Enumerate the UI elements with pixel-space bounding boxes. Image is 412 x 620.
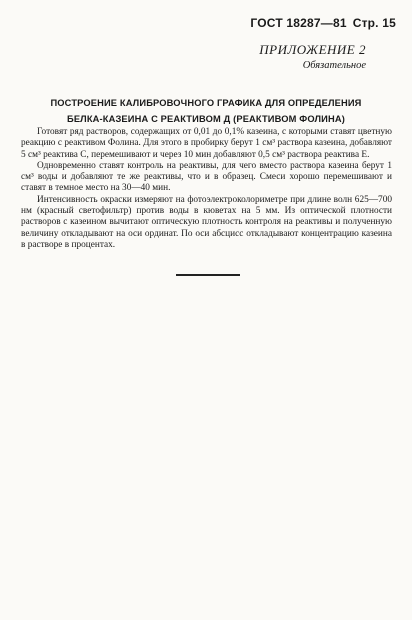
section-heading bbox=[30, 95, 382, 127]
appendix-label bbox=[259, 42, 366, 71]
heading-line-1: ПОСТРОЕНИЕ КАЛИБРОВОЧНОГО ГРАФИКА ДЛЯ ОПРЕДЕЛЕНИЯ bbox=[50, 98, 362, 108]
appendix-subtitle: Обязательное bbox=[302, 60, 366, 71]
standard-number: ГОСТ 18287—81 bbox=[250, 16, 347, 30]
paragraph-3: Интенсивность окраски измеряют на фотоэлектроколориметре при длине волн 625—700 нм (красный светофильтр) против воды в кюветах на 5 мм. Из оптической плотности растворов с казеином вычитают оптическую плотность контроля на реактивы и полученную величину откладывают на оси ординат. По оси абсцисс откладывают концентрацию казеина в растворе в процентах. bbox=[21, 194, 392, 250]
body-text bbox=[21, 127, 392, 251]
end-divider bbox=[176, 274, 240, 276]
paragraph-1: Готовят ряд растворов, содержащих от 0,01 до 0,1% казеина, с которыми ставят цветную реакцию с реактивом Фолина. Для этого в пробирку берут 1 см³ раствора казеина, добавляют 5 см³ реактива С, перемешивают и через 10 мин добавляют 0,5 см³ раствора реактива Е. bbox=[21, 127, 392, 160]
page-number: Стр. 15 bbox=[352, 16, 396, 30]
paragraph-2: Одновременно ставят контроль на реактивы, для чего вместо раствора казеина берут 1 см³ воды и добавляют те же реактивы, что и в образец. Смеси хорошо перемешивают и ставят в темное место на 30—40 мин. bbox=[21, 160, 392, 194]
heading-line-2: БЕЛКА-КАЗЕИНА С РЕАКТИВОМ Д (РЕАКТИВОМ ФОЛИНА) bbox=[66, 114, 345, 124]
appendix-title: ПРИЛОЖЕНИЕ 2 bbox=[259, 42, 366, 57]
page-header bbox=[250, 16, 396, 30]
